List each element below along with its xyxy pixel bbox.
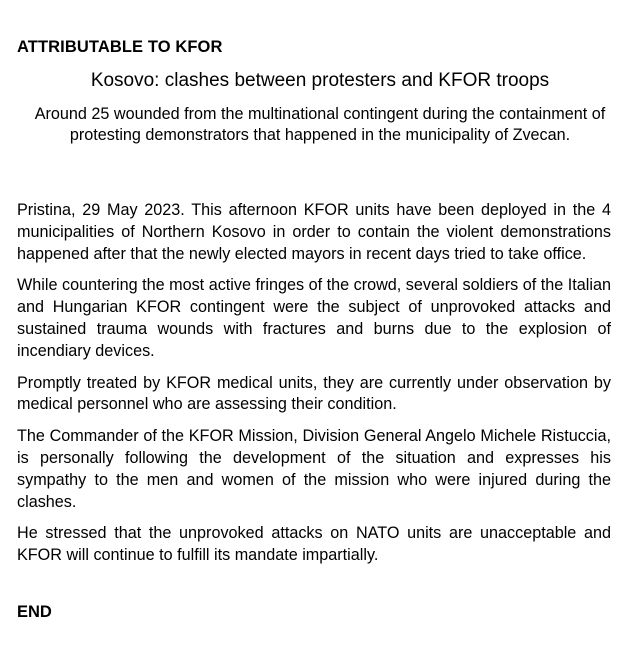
body-paragraph: While countering the most active fringes of the crowd, several soldiers of the Italian and Hungarian KFOR contingent were the subject of unprovoked attacks and sustained trauma wounds with fractures and burns due to the explosion of incendiary devices. [17, 276, 611, 360]
document-subtitle: Around 25 wounded from the multinational contingent during the containment of protesting demonstrators that happened in the municipality of Zvecan. [34, 105, 606, 144]
body-paragraph: The Commander of the KFOR Mission, Division General Angelo Michele Ristuccia, is personally following the development of the situation and expresses his sympathy to the men and women of the mission who were injured during the clashes. [17, 427, 611, 511]
document-title: Kosovo: clashes between protesters and KFOR troops [90, 70, 550, 91]
body-paragraph: Promptly treated by KFOR medical units, they are currently under observation by medical personnel who are assessing their condition. [17, 373, 611, 414]
attribution-heading: ATTRIBUTABLE TO KFOR [17, 38, 223, 56]
document-body [17, 200, 611, 577]
body-paragraph: He stressed that the unprovoked attacks on NATO units are unacceptable and KFOR will continue to fulfill its mandate impartially. [17, 524, 611, 565]
end-marker: END [17, 603, 52, 621]
body-paragraph: Pristina, 29 May 2023. This afternoon KFOR units have been deployed in the 4 municipalities of Northern Kosovo in order to contain the violent demonstrations happened after that the newly elected mayors in recent days tried to take office. [17, 201, 611, 263]
